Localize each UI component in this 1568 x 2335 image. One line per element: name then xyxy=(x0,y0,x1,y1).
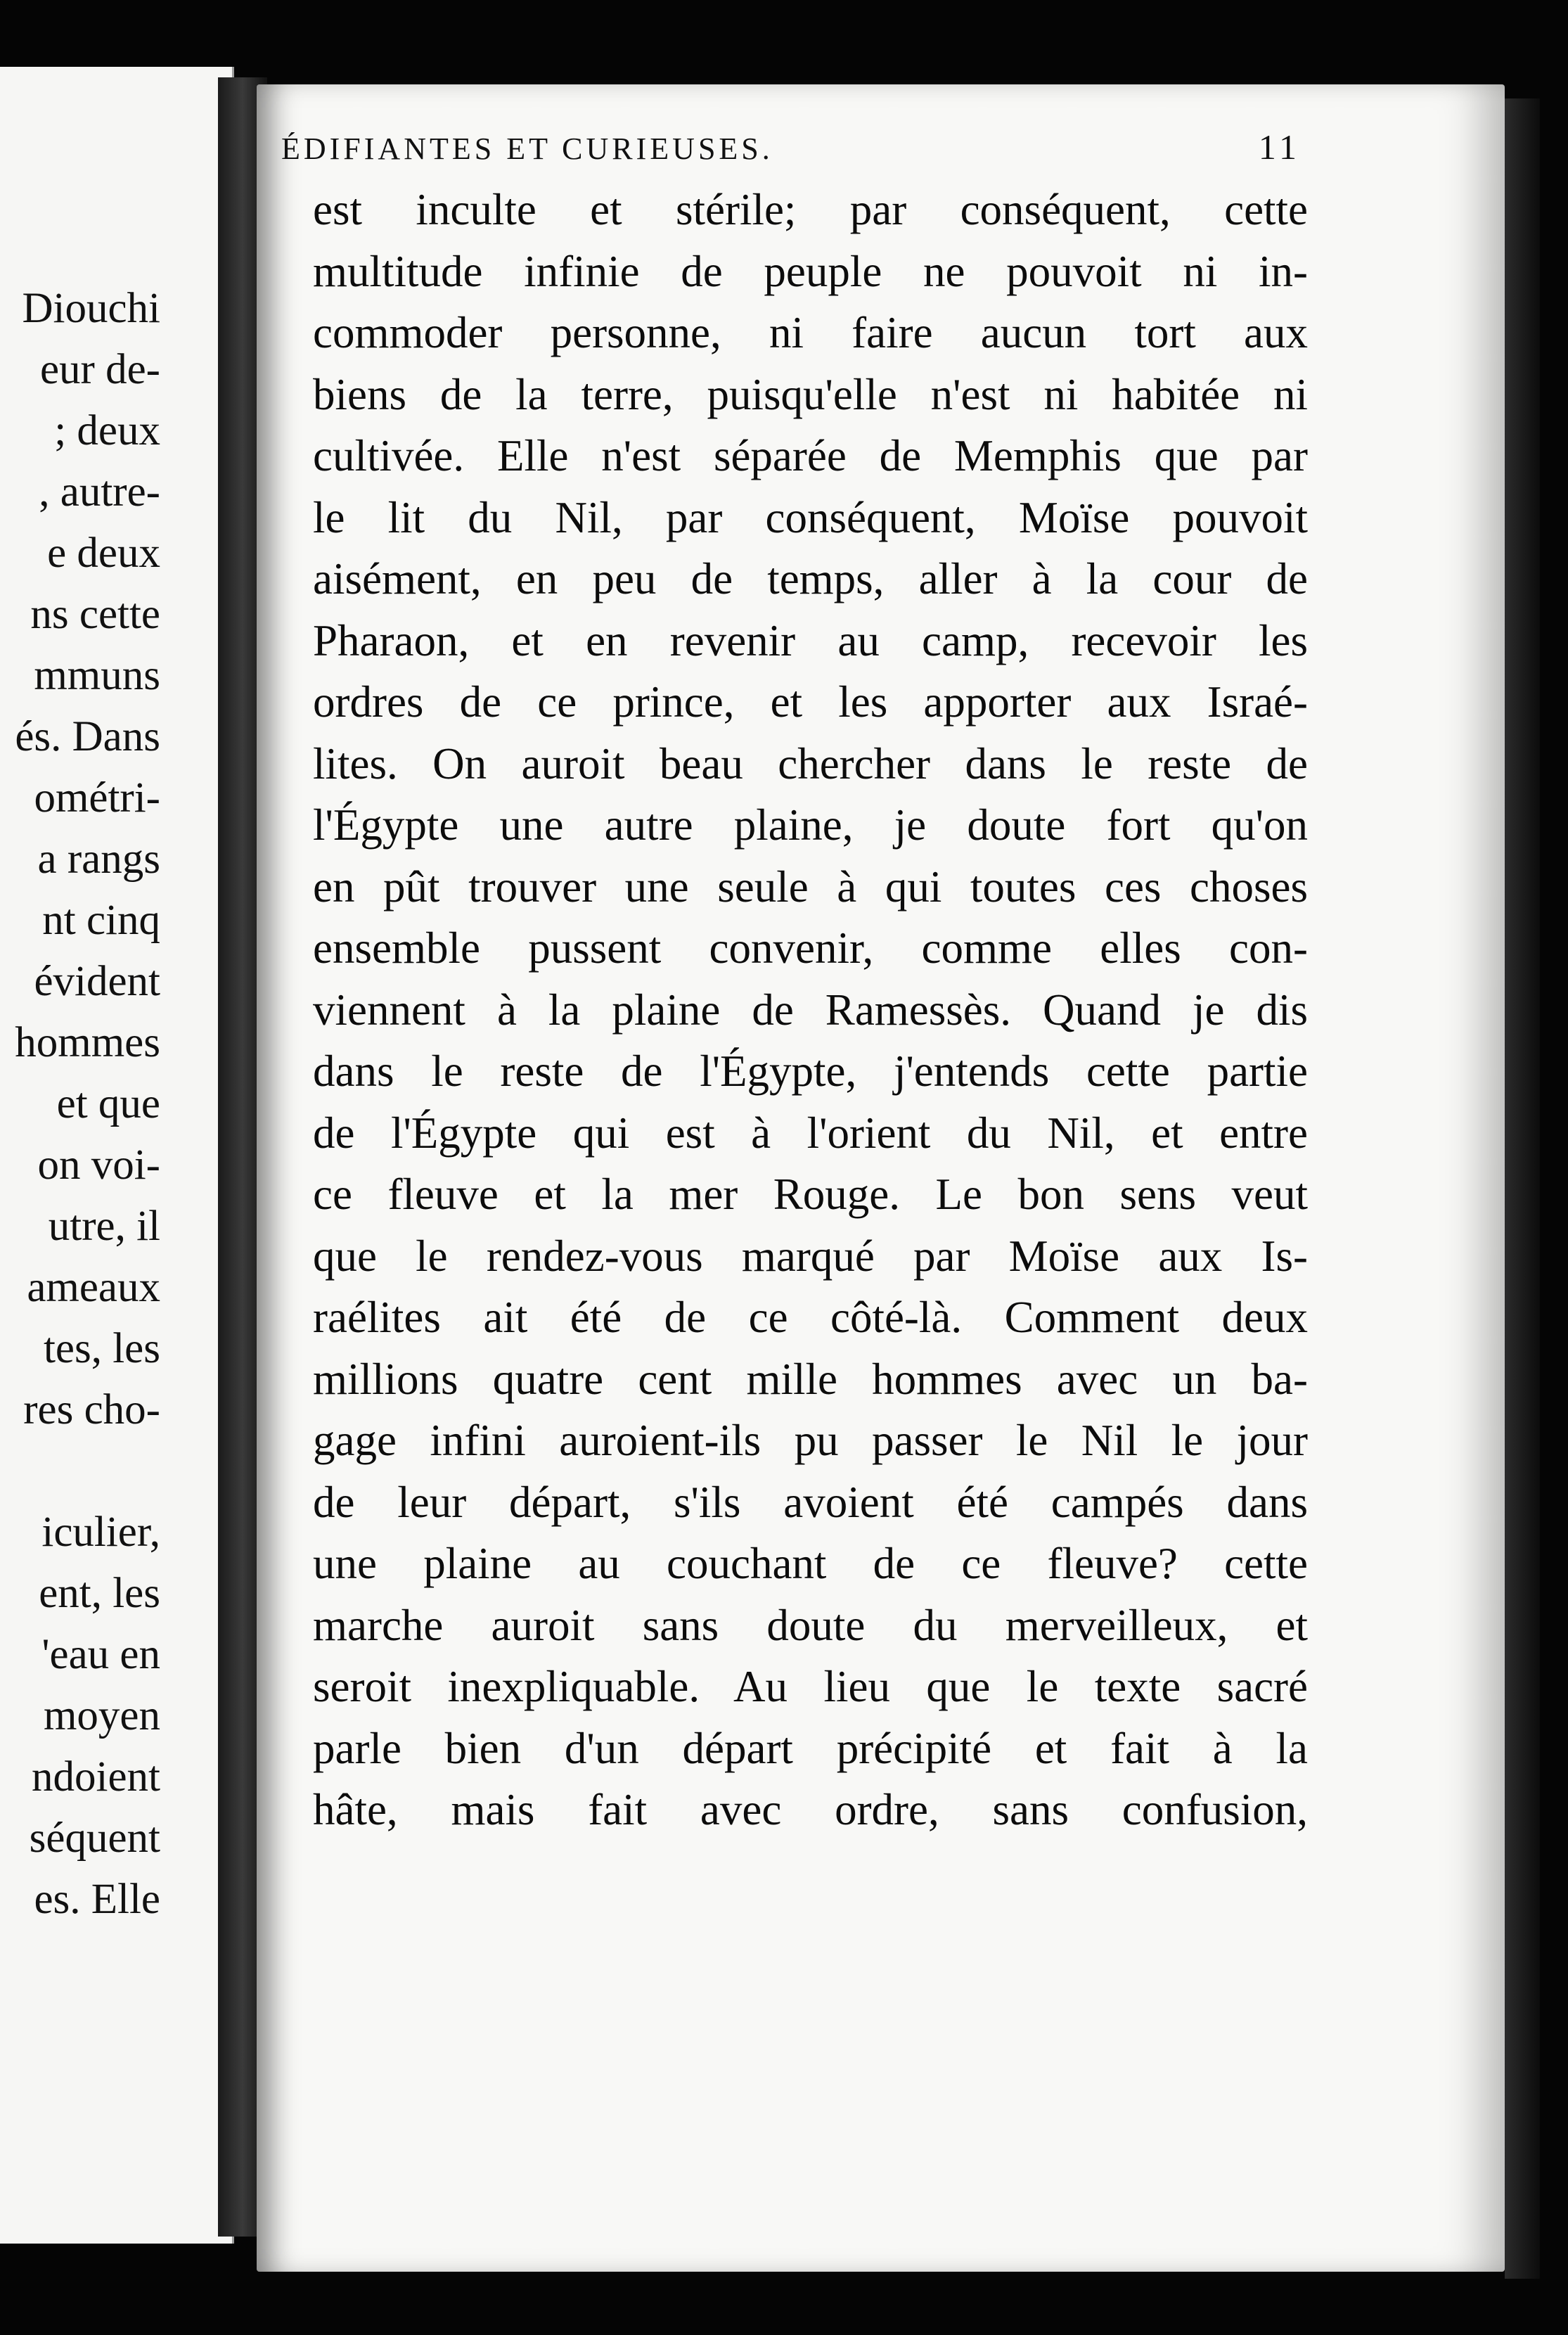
left-line: 'eau en xyxy=(41,1631,160,1678)
text-line: viennent à la plaine de Ramessès. Quand je dis xyxy=(313,985,1308,1035)
left-line: ; deux xyxy=(54,407,160,454)
left-line: hommes xyxy=(15,1019,160,1066)
running-head xyxy=(281,127,1301,167)
text-line: Pharaon, et en revenir au camp, recevoir les xyxy=(313,615,1308,665)
left-line: e deux xyxy=(47,530,160,577)
left-line: ns cette xyxy=(30,591,160,638)
left-line: Diouchi xyxy=(22,285,160,332)
text-line: en pût trouver une seule à qui toutes ces choses xyxy=(313,862,1308,911)
text-line: est inculte et stérile; par conséquent, cette xyxy=(313,185,1308,234)
left-page-text xyxy=(0,278,160,1930)
left-line: iculier, xyxy=(41,1509,160,1556)
left-line: moyen xyxy=(43,1692,160,1739)
page-edge xyxy=(1505,98,1540,2279)
left-line: a rangs xyxy=(37,836,160,883)
text-line: l'Égypte une autre plaine, je doute fort qu'on xyxy=(313,800,1308,850)
left-line: ndoient xyxy=(32,1753,160,1800)
left-line: tes, les xyxy=(43,1325,160,1372)
text-line: ordres de ce prince, et les apporter aux Israé- xyxy=(313,677,1308,727)
text-line: que le rendez-vous marqué par Moïse aux Is- xyxy=(313,1231,1308,1281)
left-line: évident xyxy=(34,958,160,1005)
left-line: res cho- xyxy=(23,1386,160,1433)
text-line: commoder personne, ni faire aucun tort aux xyxy=(313,308,1308,357)
left-line: es. Elle xyxy=(34,1876,160,1923)
text-line: dans le reste de l'Égypte, j'entends cette partie xyxy=(313,1047,1308,1096)
left-line: ent, les xyxy=(39,1570,160,1617)
text-line: une plaine au couchant de ce fleuve? cette xyxy=(313,1539,1308,1588)
text-line: multitude infinie de peuple ne pouvoit ni in- xyxy=(313,246,1308,296)
text-line: ce fleuve et la mer Rouge. Le bon sens veut xyxy=(313,1170,1308,1219)
text-line: de l'Égypte qui est à l'orient du Nil, et entre xyxy=(313,1108,1308,1158)
text-line: le lit du Nil, par conséquent, Moïse pouvoit xyxy=(313,492,1308,542)
text-line: lites. On auroit beau chercher dans le reste de xyxy=(313,738,1308,788)
text-line: de leur départ, s'ils avoient été campés dans xyxy=(313,1477,1308,1527)
left-line: utre, il xyxy=(48,1203,160,1250)
text-line: ensemble pussent convenir, comme elles con- xyxy=(313,923,1308,973)
text-line: seroit inexpliquable. Au lieu que le texte sacré xyxy=(313,1662,1308,1711)
left-line: eur de- xyxy=(39,346,160,393)
text-line: parle bien d'un départ précipité et fait à la xyxy=(313,1723,1308,1773)
left-line: , autre- xyxy=(39,468,160,516)
header-title: ÉDIFIANTES ET CURIEUSES. xyxy=(281,132,773,166)
page-number: 11 xyxy=(1258,127,1301,167)
left-line: mmuns xyxy=(34,652,160,699)
left-line: on voi- xyxy=(37,1141,160,1189)
left-line: nt cinq xyxy=(42,897,160,944)
left-line xyxy=(0,1440,160,1502)
left-line: ométri- xyxy=(34,774,160,821)
text-line: marche auroit sans doute du merveilleux, et xyxy=(313,1600,1308,1650)
text-line: biens de la terre, puisqu'elle n'est ni habitée ni xyxy=(313,369,1308,419)
body-text xyxy=(313,179,1308,1841)
text-line: aisément, en peu de temps, aller à la cour de xyxy=(313,554,1308,603)
text-line: hâte, mais fait avec ordre, sans confusion, xyxy=(313,1785,1308,1834)
left-page xyxy=(0,67,234,2244)
left-line: ameaux xyxy=(27,1264,160,1311)
left-line: séquent xyxy=(29,1815,160,1862)
text-line: cultivée. Elle n'est séparée de Memphis que par xyxy=(313,431,1308,480)
left-line: et que xyxy=(56,1080,160,1127)
text-line: raélites ait été de ce côté-là. Comment deux xyxy=(313,1293,1308,1342)
left-line: és. Dans xyxy=(15,713,160,760)
text-line: millions quatre cent mille hommes avec un ba- xyxy=(313,1354,1308,1404)
text-line: gage infini auroient-ils pu passer le Nil le jour xyxy=(313,1416,1308,1465)
